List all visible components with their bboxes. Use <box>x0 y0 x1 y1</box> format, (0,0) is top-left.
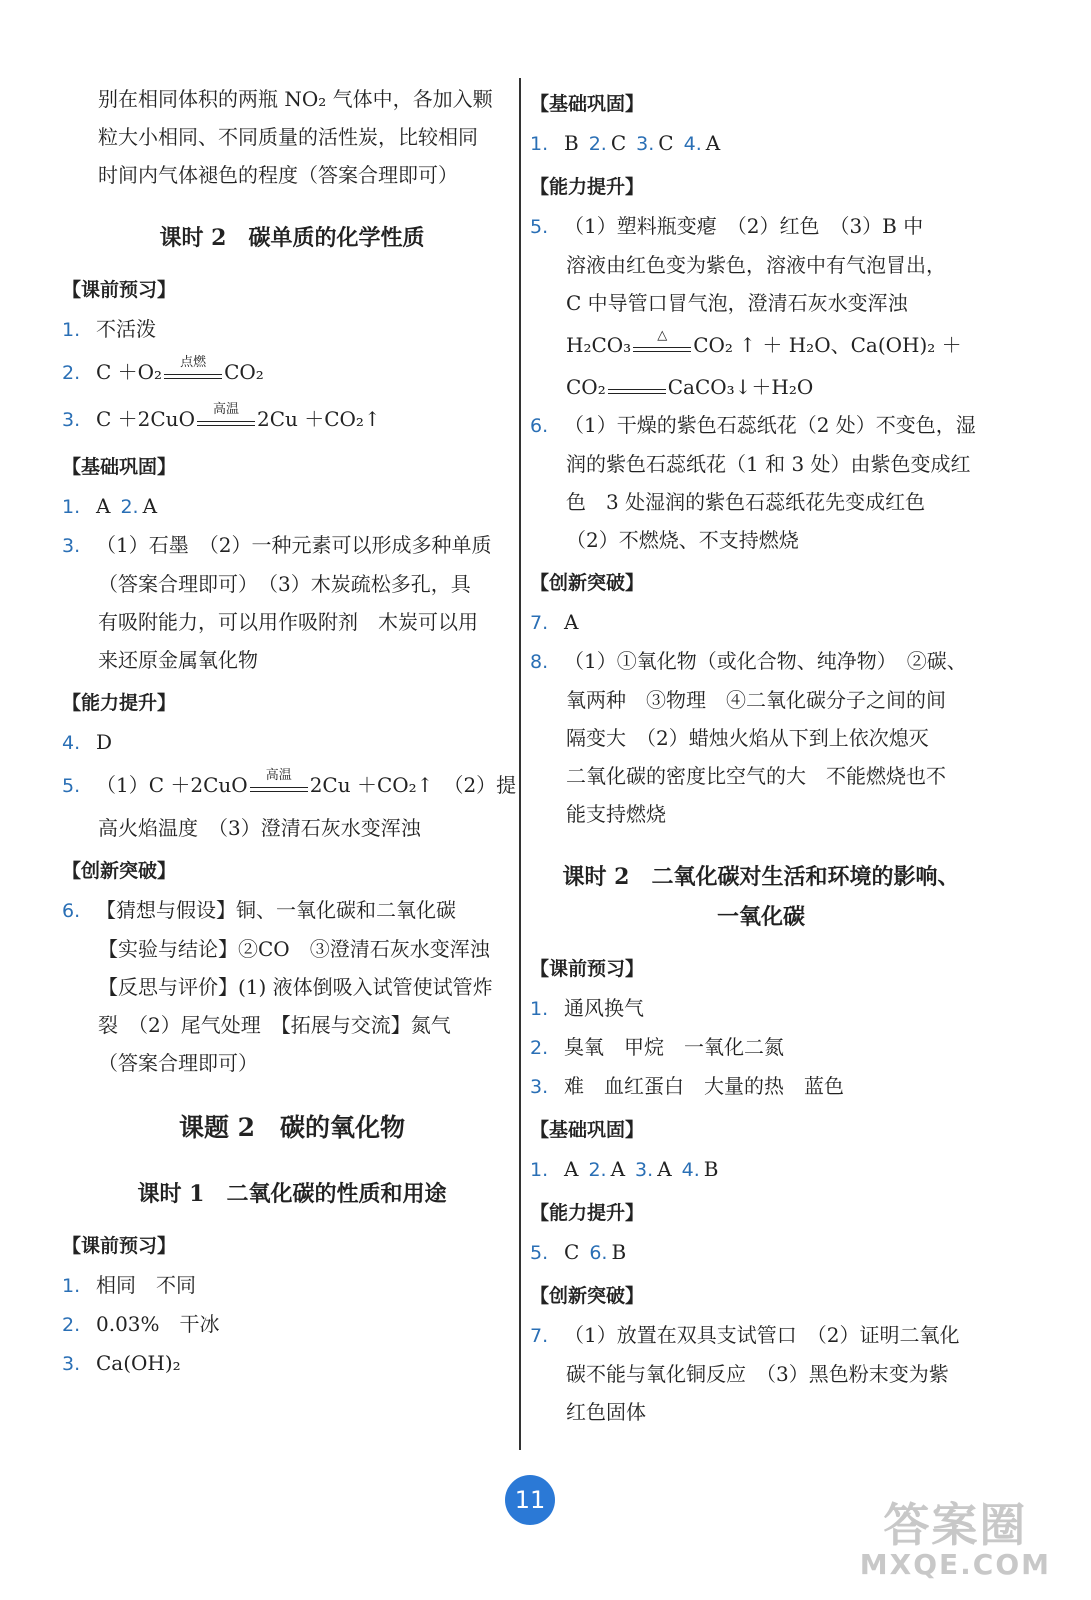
watermark <box>860 1500 1051 1580</box>
answer-continuation: 裂 （2）尾气处理 【拓展与交流】氮气 <box>98 1013 451 1037</box>
answer-text: C <box>658 131 674 155</box>
equation-line <box>530 322 992 368</box>
equation-left: C ＋2CuO <box>96 407 195 431</box>
item-number: 3. <box>636 133 655 155</box>
lesson-title-continuation: 一氧化碳 <box>716 904 805 930</box>
answer-text: 难 血红蛋白 大量的热 蓝色 <box>564 1074 844 1098</box>
answer-continuation: 来还原金属氧化物 <box>98 648 258 672</box>
answer-text: 【猜想与假设】铜、一氧化碳和二氧化碳 <box>96 898 456 922</box>
watermark-logo-text: 答案圈 <box>883 1498 1028 1552</box>
item-number: 3. <box>62 409 81 431</box>
answer-item <box>62 310 522 349</box>
answer-item <box>530 1150 992 1189</box>
answer-item <box>530 1316 992 1355</box>
answer-text: C <box>610 131 627 155</box>
answer-item <box>62 487 522 526</box>
condition-label: 高温 <box>265 768 292 783</box>
item-number: 2. <box>120 496 139 518</box>
reaction-arrow <box>250 768 308 792</box>
item-number: 6. <box>62 900 81 922</box>
answer-text: A <box>96 494 111 518</box>
reaction-arrow <box>197 402 255 426</box>
answer-text: （1）塑料瓶变瘪 （2）红色 （3）B 中 <box>564 214 924 238</box>
section-heading: 【创新突破】 <box>530 1285 645 1307</box>
left-column <box>62 80 522 1383</box>
equation-left: CO₂ <box>566 375 606 399</box>
item-number: 7. <box>530 1325 549 1347</box>
equation-left: C ＋O₂ <box>96 360 163 384</box>
section-heading: 【课前预习】 <box>62 1235 177 1257</box>
answer-continuation: 高火焰温度 （3）澄清石灰水变浑浊 <box>98 816 421 840</box>
section-heading: 【课前预习】 <box>62 279 177 301</box>
section-heading: 【能力提升】 <box>530 176 645 198</box>
answer-continuation: （答案合理即可） <box>98 1051 258 1075</box>
answer-item <box>530 124 992 163</box>
answer-continuation: 隔变大 （2）蜡烛火焰从下到上依次熄灭 <box>566 726 929 750</box>
equation-right: 2Cu ＋CO₂↑ <box>256 407 381 431</box>
equation-item <box>62 349 522 396</box>
answer-text: Ca(OH)₂ <box>96 1351 181 1375</box>
answer-item <box>530 1233 992 1272</box>
condition-label: 点燃 <box>180 355 207 370</box>
answer-item <box>530 603 992 642</box>
answer-text: D <box>96 730 113 754</box>
answer-item <box>62 723 522 762</box>
item-number: 6. <box>530 415 549 437</box>
item-number: 1. <box>530 1159 549 1181</box>
answer-item <box>62 526 522 565</box>
item-number: 1. <box>530 133 549 155</box>
answer-item <box>530 207 992 246</box>
answer-text: （1）放置在双具支试管口 （2）证明二氧化 <box>564 1323 960 1347</box>
answer-text: A <box>610 1157 626 1181</box>
answer-text: B <box>611 1240 627 1264</box>
section-heading: 【基础巩固】 <box>530 93 645 115</box>
answer-continuation: 润的紫色石蕊纸花（1 和 3 处）由紫色变成红 <box>566 452 971 476</box>
answer-continuation: 【实验与结论】②CO ③澄清石灰水变浑浊 <box>98 937 490 961</box>
condition-label: 高温 <box>212 402 239 417</box>
section-heading: 【创新突破】 <box>62 860 177 882</box>
answer-text: A <box>657 1157 672 1181</box>
item-number: 2. <box>62 362 81 384</box>
answer-continuation: 能支持燃烧 <box>566 802 666 826</box>
condition-label: △ <box>657 328 668 343</box>
answer-item <box>62 891 522 930</box>
answer-item <box>530 406 992 445</box>
lesson-title: 课时 2 二氧化碳对生活和环境的影响、 <box>562 864 960 890</box>
equation-left: （1）C ＋2CuO <box>96 773 248 797</box>
answer-text: （1）石墨 （2）一种元素可以形成多种单质 <box>96 533 492 557</box>
item-number: 5. <box>62 775 81 797</box>
item-number: 4. <box>683 133 702 155</box>
lesson-title: 课时 2 碳单质的化学性质 <box>159 225 425 251</box>
answer-text: 通风换气 <box>564 996 644 1020</box>
answer-continuation: 氧两种 ③物理 ④二氧化碳分子之间的间 <box>566 688 946 712</box>
answer-continuation: 【反思与评价】(1) 液体倒吸入试管使试管炸 <box>98 975 493 999</box>
answer-text: （1）干燥的紫色石蕊纸花（2 处）不变色，湿 <box>564 413 976 437</box>
item-number: 2. <box>530 1037 549 1059</box>
item-number: 2. <box>588 1159 607 1181</box>
answer-text: A <box>564 1157 579 1181</box>
equation-item <box>62 396 522 443</box>
item-number: 1. <box>530 998 549 1020</box>
answer-item <box>530 1028 992 1067</box>
answer-text: A <box>564 610 579 634</box>
intro-line: 粒大小相同、不同质量的活性炭，比较相同 <box>98 125 478 149</box>
reaction-equals <box>608 385 666 394</box>
answer-text: C <box>564 1240 580 1264</box>
equation-left: H₂CO₃ <box>566 333 632 357</box>
equation-right: CO₂ ↑ ＋ H₂O、Ca(OH)₂ ＋ <box>693 333 962 357</box>
answer-text: 相同 不同 <box>96 1273 196 1297</box>
equation-right: CaCO₃↓＋H₂O <box>667 375 814 399</box>
answer-text: A <box>142 494 158 518</box>
answer-continuation: 有吸附能力，可以用作吸附剂 木炭可以用 <box>98 610 478 634</box>
item-number: 4. <box>62 732 81 754</box>
item-number: 3. <box>62 1353 81 1375</box>
section-heading: 【基础巩固】 <box>530 1119 645 1141</box>
answer-item <box>62 1266 522 1305</box>
section-heading: 【创新突破】 <box>530 572 645 594</box>
answer-text: （1）①氧化物（或化合物、纯净物） ②碳、 <box>564 649 967 673</box>
watermark-url: MXQE.COM <box>859 1548 1051 1581</box>
item-number: 1. <box>62 496 81 518</box>
answer-continuation: 色 3 处湿润的紫色石蕊纸花先变成红色 <box>566 490 926 514</box>
answer-item <box>530 642 992 681</box>
item-number: 1. <box>62 1275 81 1297</box>
equation-line <box>530 368 992 406</box>
answer-continuation: 二氧化碳的密度比空气的大 不能燃烧也不 <box>566 764 946 788</box>
equation-right: CO₂ <box>224 360 264 384</box>
answer-text: 0.03% 干冰 <box>96 1312 220 1336</box>
section-heading: 【基础巩固】 <box>62 456 177 478</box>
answer-item <box>530 1067 992 1106</box>
item-number: 1. <box>62 319 81 341</box>
page-number: 11 <box>505 1475 555 1525</box>
section-heading: 【能力提升】 <box>530 1202 645 1224</box>
equation-right: 2Cu ＋CO₂↑ （2）提 <box>309 773 517 797</box>
answer-text: B <box>703 1157 719 1181</box>
item-number: 6. <box>589 1242 608 1264</box>
item-number: 2. <box>62 1314 81 1336</box>
answer-text: 不活泼 <box>96 317 156 341</box>
answer-text: A <box>705 131 721 155</box>
item-number: 3. <box>635 1159 654 1181</box>
answer-continuation: C 中导管口冒气泡，澄清石灰水变浑浊 <box>566 291 908 315</box>
answer-continuation: 溶液由红色变为紫色，溶液中有气泡冒出， <box>566 253 946 277</box>
intro-line: 时间内气体褪色的程度（答案合理即可） <box>98 163 458 187</box>
answer-continuation: 碳不能与氧化铜反应 （3）黑色粉末变为紫 <box>566 1362 949 1386</box>
section-heading: 【课前预习】 <box>530 958 645 980</box>
lesson-title: 课时 1 二氧化碳的性质和用途 <box>137 1181 447 1207</box>
answer-text: B <box>564 131 579 155</box>
answer-item <box>62 1344 522 1383</box>
item-number: 7. <box>530 612 549 634</box>
topic-title: 课题 2 碳的氧化物 <box>178 1113 406 1142</box>
item-number: 3. <box>62 535 81 557</box>
answer-continuation: （2）不燃烧、不支持燃烧 <box>566 528 799 552</box>
item-number: 5. <box>530 1242 549 1264</box>
section-heading: 【能力提升】 <box>62 692 177 714</box>
reaction-arrow <box>633 328 691 352</box>
intro-line: 别在相同体积的两瓶 NO₂ 气体中，各加入颗 <box>98 87 493 111</box>
item-number: 3. <box>530 1076 549 1098</box>
right-column <box>530 80 992 1431</box>
item-number: 4. <box>681 1159 700 1181</box>
answer-continuation: 红色固体 <box>566 1400 646 1424</box>
item-number: 8. <box>530 651 549 673</box>
answer-item <box>62 1305 522 1344</box>
item-number: 2. <box>588 133 607 155</box>
answer-text: 臭氧 甲烷 一氧化二氮 <box>564 1035 784 1059</box>
reaction-arrow <box>164 355 222 379</box>
item-number: 5. <box>530 216 549 238</box>
answer-item <box>530 989 992 1028</box>
answer-continuation: （答案合理即可） （3）木炭疏松多孔，具 <box>98 572 471 596</box>
equation-item <box>62 762 522 809</box>
